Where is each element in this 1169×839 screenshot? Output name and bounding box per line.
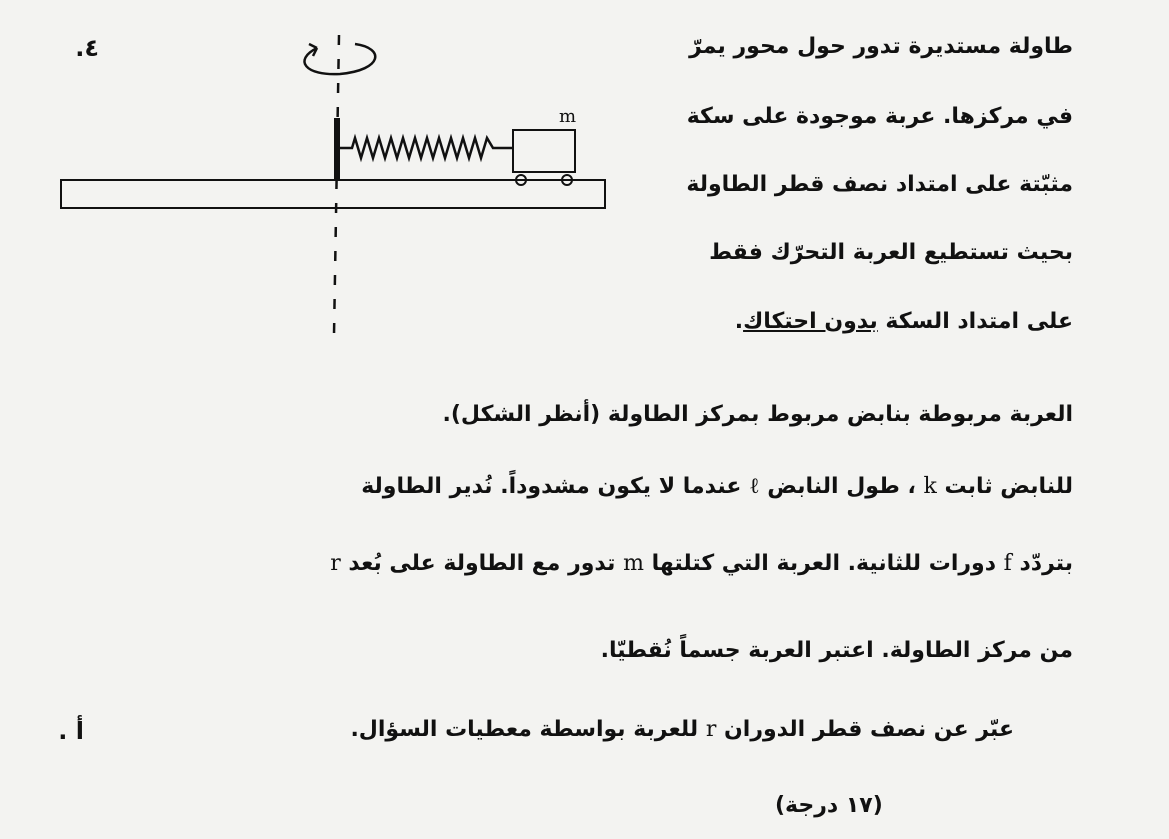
text-line: بحيث تستطيع العربة التحرّك فقط bbox=[709, 240, 1073, 265]
mass-label: m bbox=[559, 106, 577, 127]
text-span: ، طول النابض bbox=[759, 474, 924, 499]
text-span: . bbox=[734, 309, 744, 334]
text-span: بتردّد bbox=[1011, 551, 1073, 576]
text-line: طاولة مستديرة تدور حول محور يمرّ bbox=[689, 34, 1073, 59]
symbol-r: r bbox=[330, 551, 341, 576]
text-line bbox=[350, 715, 1014, 745]
center-post bbox=[334, 118, 340, 180]
rotating-table-figure bbox=[55, 30, 615, 340]
symbol-m: m bbox=[623, 551, 644, 576]
text-line: العربة مربوطة بنابض مربوط بمركز الطاولة (أنظر الشكل). bbox=[442, 402, 1073, 427]
symbol-k: k bbox=[923, 474, 937, 499]
text-line: مثبّتة على امتداد نصف قطر الطاولة bbox=[686, 172, 1073, 197]
text-span: للعربة بواسطة معطيات السؤال. bbox=[350, 717, 706, 742]
question-number: ٤. bbox=[75, 34, 99, 62]
text-span: دورات للثانية. العربة التي كتلتها bbox=[643, 551, 1004, 576]
symbol-l: ℓ bbox=[749, 474, 760, 499]
grade-label: (١٧ درجة) bbox=[775, 793, 883, 818]
rotation-axis bbox=[334, 35, 339, 335]
symbol-f: f bbox=[1003, 551, 1012, 576]
rotation-arrow-icon bbox=[304, 44, 375, 74]
text-line bbox=[330, 549, 1073, 579]
spring bbox=[340, 138, 513, 158]
text-line bbox=[361, 472, 1073, 502]
text-span: على امتداد السكة bbox=[877, 309, 1073, 334]
symbol-r: r bbox=[705, 717, 717, 742]
cart-body bbox=[513, 130, 575, 172]
text-span: تدور مع الطاولة على بُعد bbox=[340, 551, 624, 576]
text-line bbox=[735, 307, 1073, 337]
underlined-text: بدون احتكاك bbox=[743, 309, 878, 334]
text-line: من مركز الطاولة. اعتبر العربة جسماً نُقطيّا. bbox=[600, 638, 1073, 663]
text-span: للنابض ثابت bbox=[936, 474, 1073, 499]
text-span: عبّر عن نصف قطر الدوران bbox=[716, 717, 1014, 742]
text-span: عندما لا يكون مشدوداً. نُدير الطاولة bbox=[361, 474, 750, 499]
item-a-mark: أ . bbox=[58, 717, 84, 745]
text-line: في مركزها. عربة موجودة على سكة bbox=[686, 104, 1073, 129]
